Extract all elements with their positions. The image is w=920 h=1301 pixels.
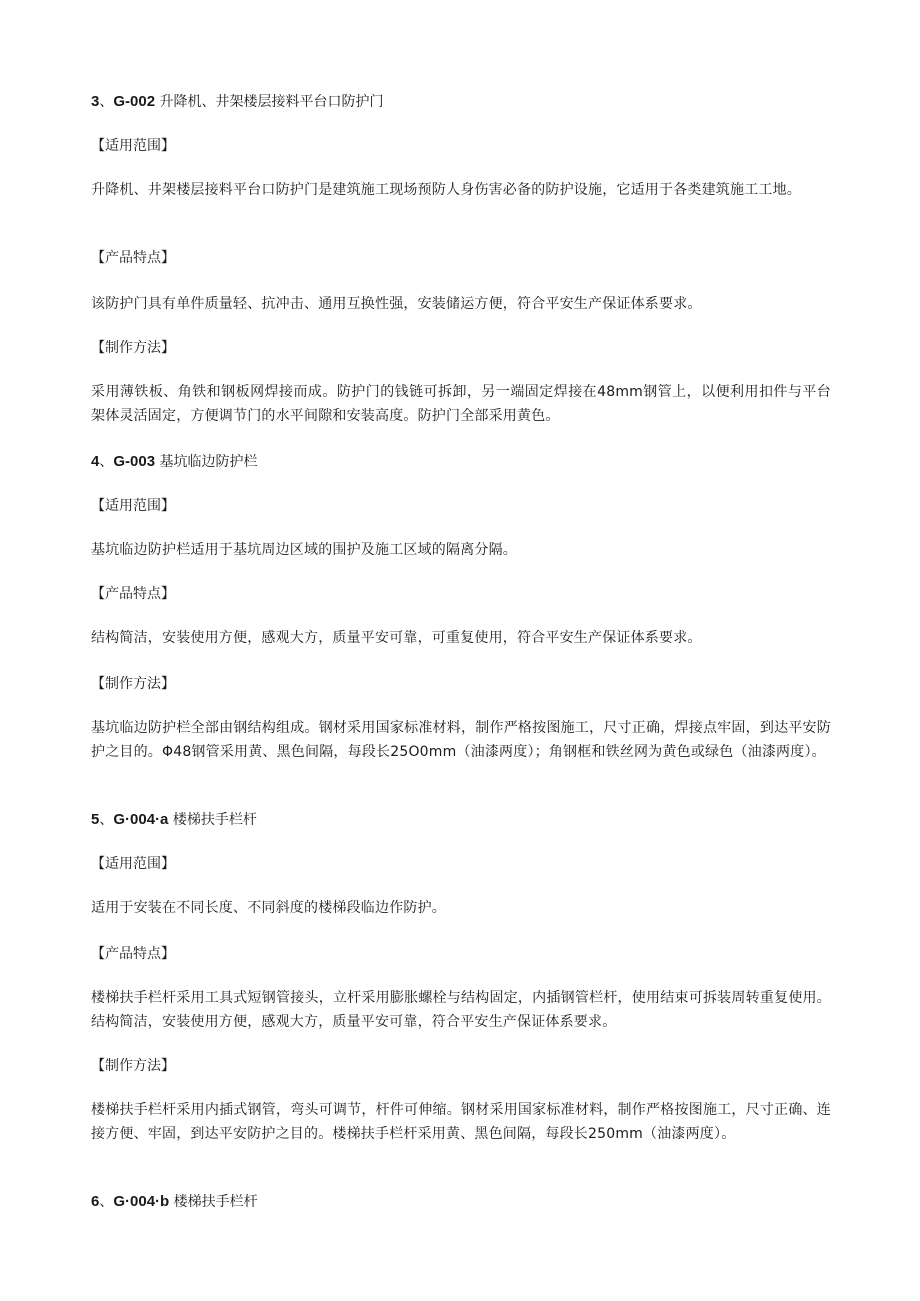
section-separator: 、	[99, 94, 114, 110]
features-text: 结构简洁，安装使用方便，感观大方，质量平安可靠，可重复使用，符合平安生产保证体系要求。	[91, 630, 702, 646]
section-number: 3	[91, 93, 100, 110]
section-code: G-002	[113, 93, 156, 110]
method-label: 【制作方法】	[91, 1058, 175, 1074]
scope-text: 升降机、井架楼层接料平台口防护门是建筑施工现场预防人身伤害必备的防护设施，它适用于各类建筑施工工地。	[91, 182, 801, 198]
method-text: 基坑临边防护栏全部由钢结构组成。钢材采用国家标准材料，制作严格按图施工，尺寸正确，焊接点牢固，到达平安防护之目的。Φ48钢管采用黄、黑色间隔，每段长25O0mm（油漆两度）；角钢框和铁丝网为黄色或绿色（油漆两度）。	[91, 720, 831, 760]
section-separator: 、	[99, 1194, 114, 1210]
features-label: 【产品特点】	[91, 586, 175, 602]
section-title: 楼梯扶手栏杆	[173, 1194, 258, 1210]
section-code: G-003	[113, 453, 156, 470]
section-heading	[91, 1192, 258, 1212]
features-text: 该防护门具有单件质量轻、抗冲击、通用互换性强，安装储运方便，符合平安生产保证体系要求。	[91, 296, 702, 312]
features-text: 楼梯扶手栏杆采用工具式短钢管接头，立杆采用膨胀螺栓与结构固定，内插钢管栏杆，使用结束可拆装周转重复使用。结构简洁，安装使用方便，感观大方，质量平安可靠，符合平安生产保证体系要求。	[91, 990, 831, 1030]
features-label: 【产品特点】	[91, 946, 175, 962]
scope-text: 基坑临边防护栏适用于基坑周边区域的围护及施工区域的隔离分隔。	[91, 542, 517, 558]
method-label: 【制作方法】	[91, 676, 175, 692]
features-label: 【产品特点】	[91, 250, 175, 266]
section-number: 6	[91, 1193, 100, 1210]
method-text: 采用薄铁板、角铁和钢板网焊接而成。防护门的钱链可拆卸，另一端固定焊接在48mm钢管上，以便利用扣件与平台架体灵活固定，方便调节门的水平间隙和安装高度。防护门全部采用黄色。	[91, 384, 831, 424]
scope-label: 【适用范围】	[91, 138, 175, 154]
section-title: 基坑临边防护栏	[159, 454, 258, 470]
section-heading	[91, 452, 258, 472]
section-title: 楼梯扶手栏杆	[172, 812, 257, 828]
method-label: 【制作方法】	[91, 340, 175, 356]
scope-label: 【适用范围】	[91, 498, 175, 514]
section-separator: 、	[99, 812, 114, 828]
section-title: 升降机、井架楼层接料平台口防护门	[159, 94, 384, 110]
scope-label: 【适用范围】	[91, 856, 175, 872]
section-number: 4	[91, 453, 100, 470]
section-code: G·004·a	[113, 811, 169, 828]
section-heading	[91, 810, 257, 830]
method-text: 楼梯扶手栏杆采用内插式钢管，弯头可调节，杆件可伸缩。钢材采用国家标准材料，制作严格按图施工，尺寸正确、连接方便、牢固，到达平安防护之目的。楼梯扶手栏杆采用黄、黑色间隔，每段长250mm（油漆两度）。	[91, 1102, 831, 1142]
section-separator: 、	[99, 454, 114, 470]
section-number: 5	[91, 811, 100, 828]
section-heading	[91, 92, 384, 112]
scope-text: 适用于安装在不同长度、不同斜度的楼梯段临边作防护。	[91, 900, 446, 916]
section-code: G·004·b	[113, 1193, 170, 1210]
